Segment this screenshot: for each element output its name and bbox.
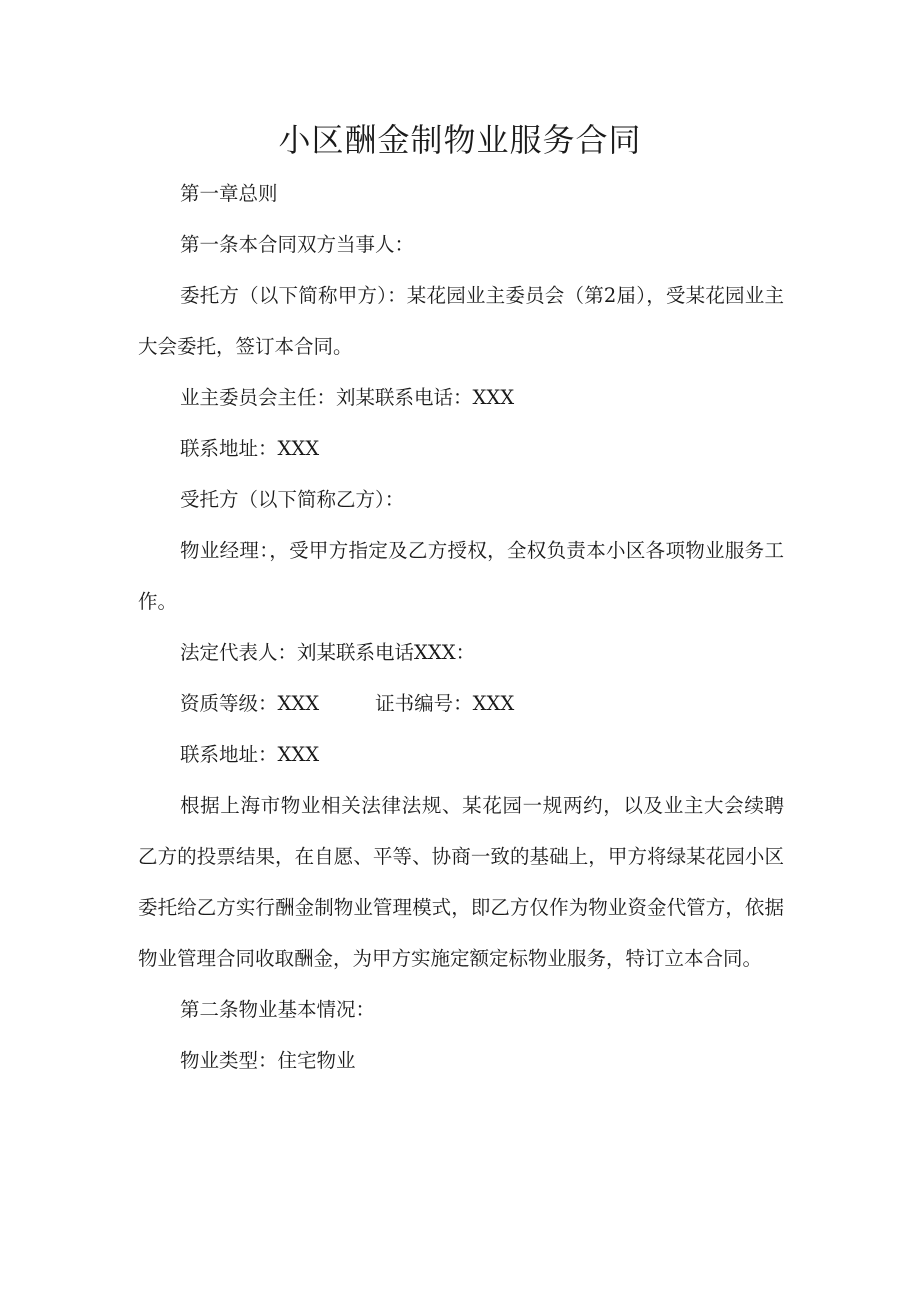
document-title: 小区酬金制物业服务合同: [278, 121, 642, 159]
paragraph-property-manager: 物业经理：，受甲方指定及乙方授权，全权负责本小区各项物业服务工作。: [138, 539, 784, 613]
qualification-grade: 资质等级：XXX: [180, 692, 320, 715]
paragraph-principal-address: 联系地址：XXX: [180, 437, 320, 460]
paragraph-basis: 根据上海市物业相关法律法规、某花园一规两约，以及业主大会续聘乙方的投票结果，在自愿、平等、协商一致的基础上，甲方将绿某花园小区委托给乙方实行酬金制物业管理模式，即乙方仅作为物业资金代管方，依据物业管理合同收取酬金，为甲方实施定额定标物业服务，特订立本合同。: [138, 794, 784, 970]
certificate-number: 证书编号：XXX: [375, 692, 515, 715]
paragraph-qualification: [138, 678, 784, 729]
paragraph-principal: 委托方（以下简称甲方）：某花园业主委员会（第2届），受某花园业主大会委托，签订本合同。: [138, 284, 784, 358]
document-body: [138, 168, 784, 1086]
chapter-heading: 第一章总则: [180, 182, 278, 205]
paragraph-agent-address: 联系地址：XXX: [180, 743, 320, 766]
article-heading: 第一条本合同双方当事人：: [180, 233, 415, 256]
paragraph-agent: 受托方（以下简称乙方）：: [180, 488, 405, 511]
paragraph-property-type: 物业类型：住宅物业: [180, 1049, 356, 1072]
paragraph-legal-representative: 法定代表人：刘某联系电话XXX：: [180, 641, 476, 664]
article-heading-2: 第二条物业基本情况：: [180, 998, 376, 1021]
paragraph-committee-director: 业主委员会主任：刘某联系电话：XXX: [180, 386, 515, 409]
